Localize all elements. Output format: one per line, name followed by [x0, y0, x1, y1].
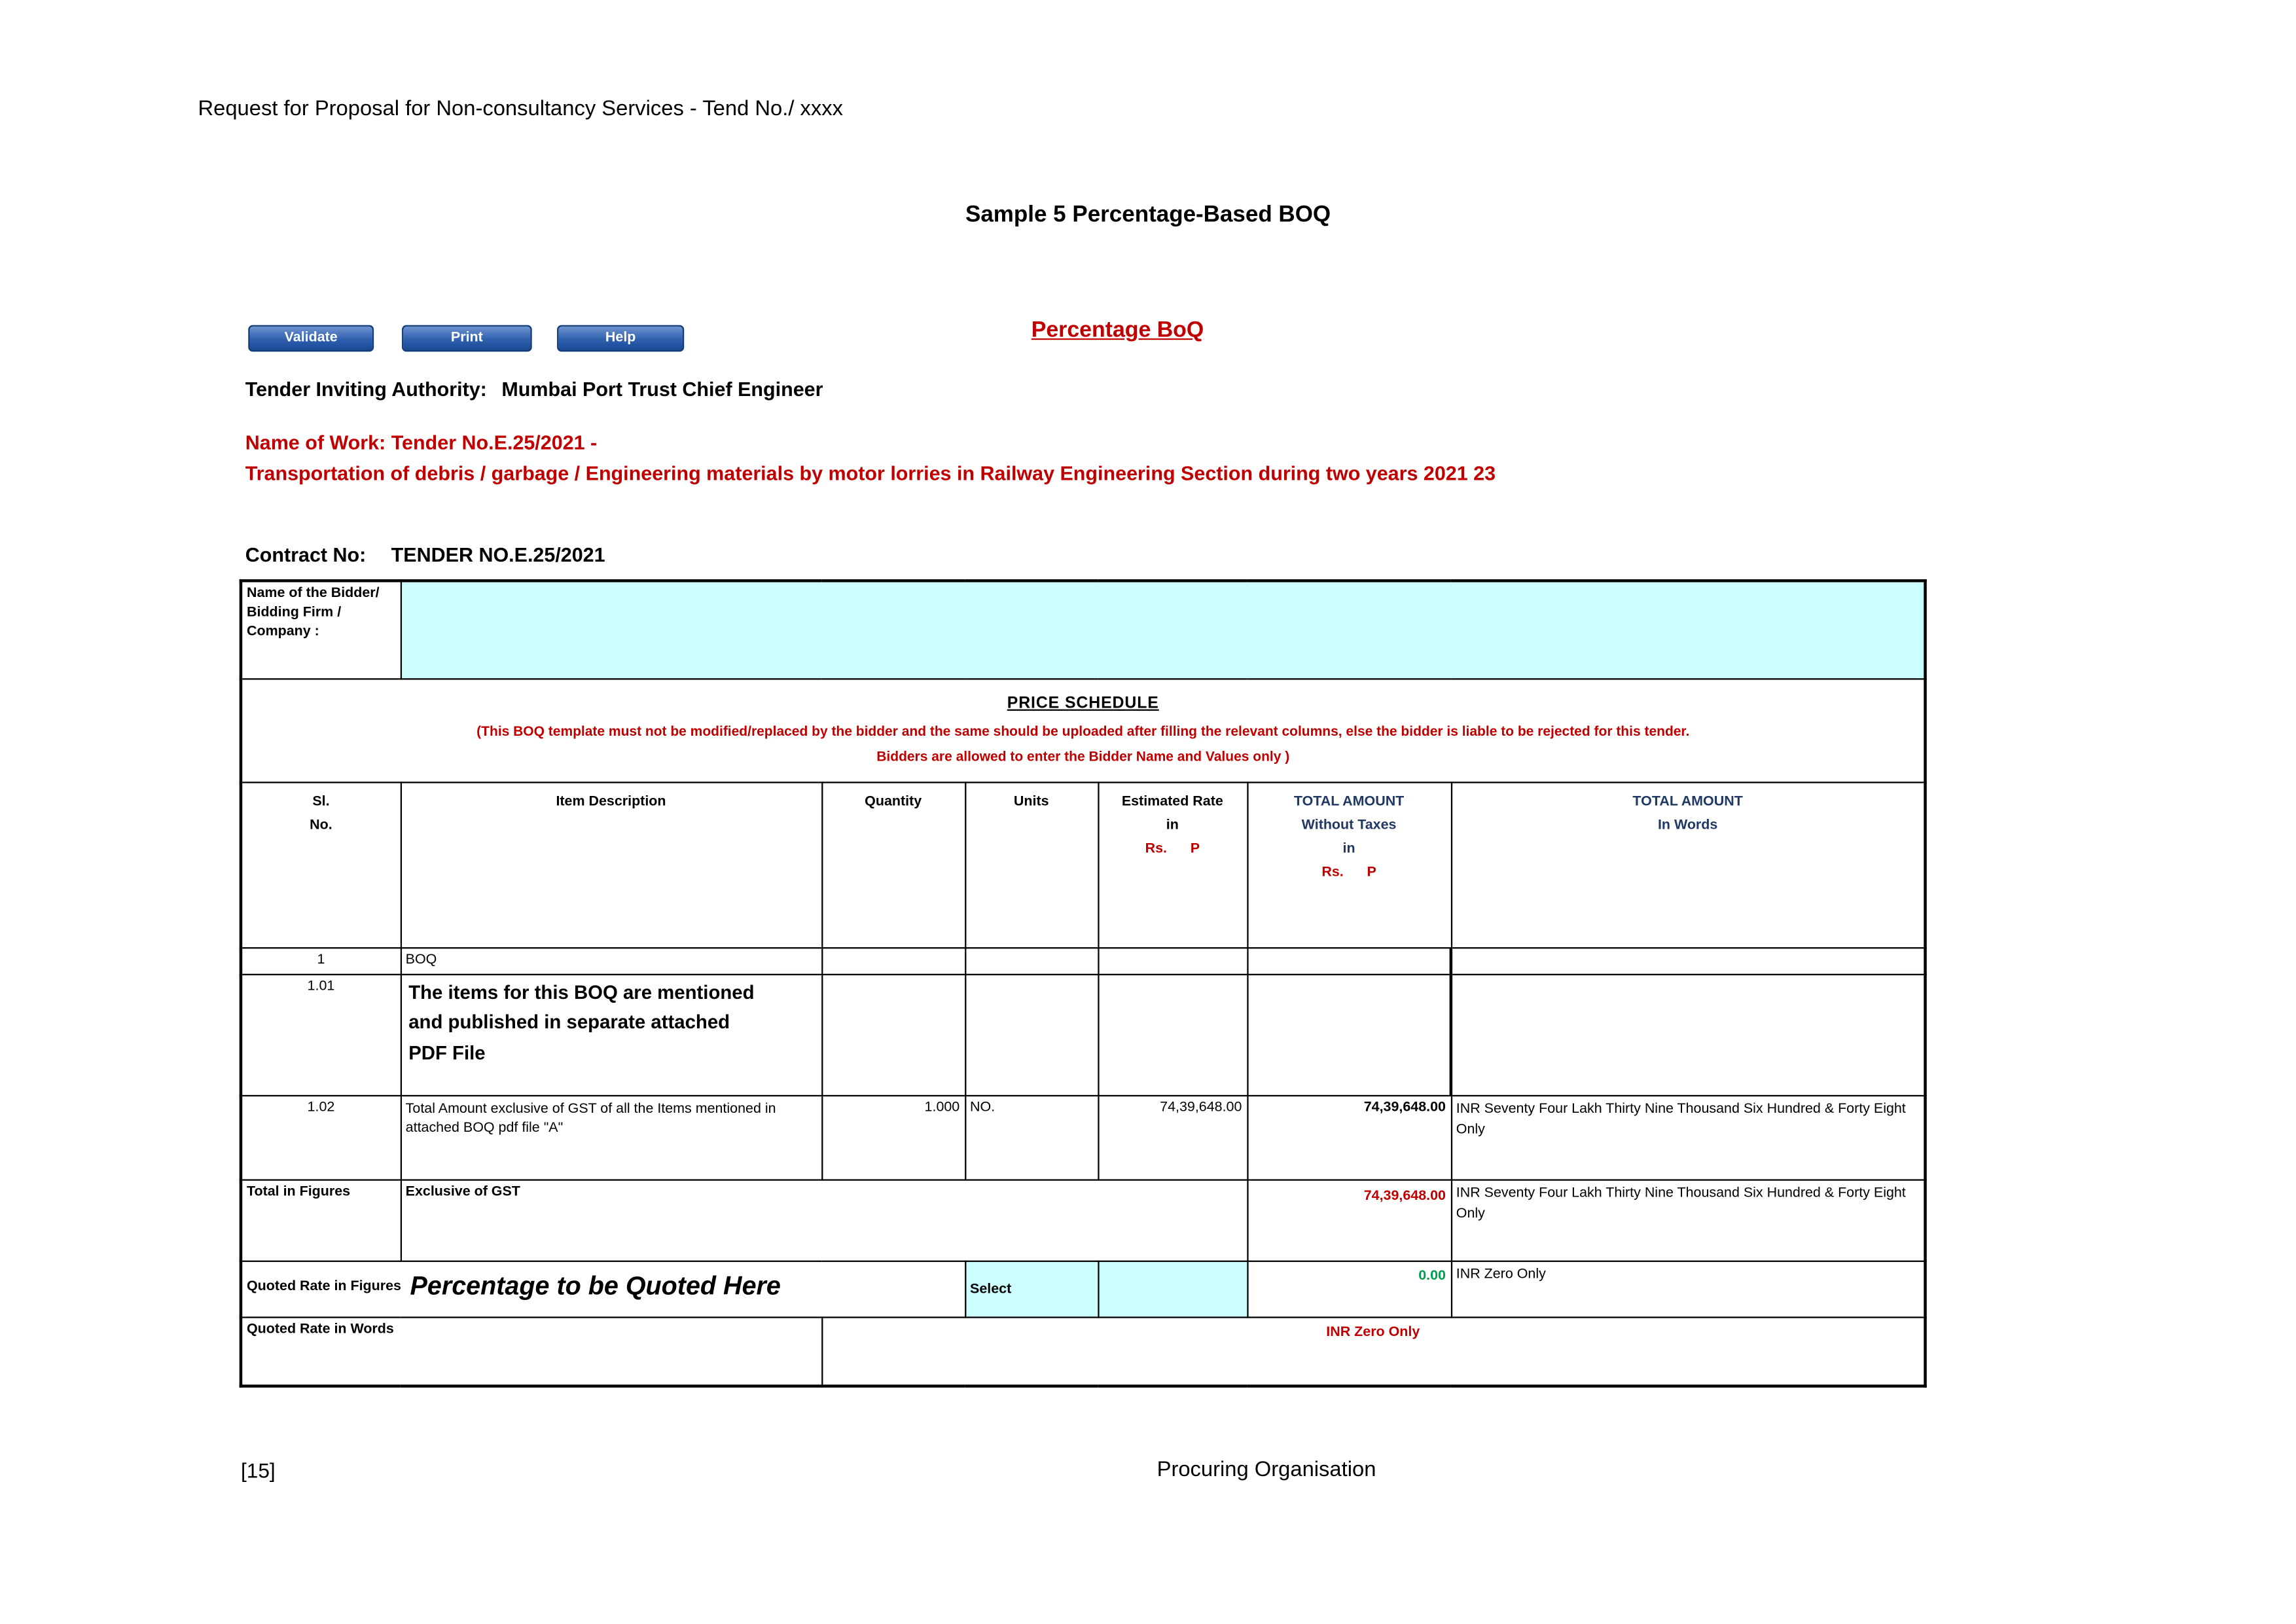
col-header-units: Units	[965, 782, 1098, 947]
col-header-sl-no: Sl. No.	[241, 782, 401, 947]
item-1-02-description: Total Amount exclusive of GST of all the Items mentioned in attached BOQ pdf file "A"	[401, 1095, 821, 1180]
item-row-1-02	[241, 1095, 1926, 1180]
name-of-work	[245, 427, 1496, 489]
name-of-work-line2: Transportation of debris / garbage / Engineering materials by motor lorries in Railway Engineering Section during two years 2021 23	[245, 462, 1496, 485]
bidder-row	[241, 581, 1926, 678]
boq-table	[240, 579, 1927, 1388]
total-amount-words: INR Seventy Four Lakh Thirty Nine Thousand Six Hundred & Forty Eight Only	[1451, 1179, 1926, 1260]
item-row-1-01	[241, 974, 1926, 1095]
col-header-item-description: Item Description	[401, 782, 821, 947]
col-header-quantity: Quantity	[821, 782, 965, 947]
price-schedule-header	[241, 678, 1926, 782]
item-1-02-total-words: INR Seventy Four Lakh Thirty Nine Thousand Six Hundred & Forty Eight Only	[1451, 1095, 1926, 1180]
column-header-row	[241, 782, 1926, 947]
item-1-02-units: NO.	[965, 1095, 1098, 1180]
print-button[interactable]: Print	[402, 325, 532, 352]
item-1-total-amount	[1247, 947, 1451, 974]
contract-no	[245, 544, 605, 566]
tender-inviting-authority	[245, 378, 823, 401]
price-schedule-row	[241, 678, 1926, 782]
tender-authority-value: Mumbai Port Trust Chief Engineer	[501, 378, 823, 401]
quoted-rate-figures-label: Quoted Rate in Figures	[247, 1278, 401, 1295]
quoted-rate-words-label: Quoted Rate in Words	[241, 1316, 821, 1386]
name-of-work-line1: Name of Work: Tender No.E.25/2021 -	[245, 431, 598, 454]
item-1-quantity	[821, 947, 965, 974]
item-1-01-description: The items for this BOQ are mentioned and published in separate attached PDF File	[401, 974, 821, 1095]
bidder-name-input[interactable]	[401, 581, 1926, 678]
item-1-01-sl: 1.01	[241, 974, 401, 1095]
contract-no-value: TENDER NO.E.25/2021	[391, 543, 605, 566]
total-amount-value: 74,39,648.00	[1247, 1179, 1451, 1260]
help-button[interactable]: Help	[557, 325, 684, 352]
price-schedule-note-line2: Bidders are allowed to enter the Bidder Name and Values only )	[876, 748, 1290, 763]
item-1-02-total-amount: 74,39,648.00	[1247, 1095, 1451, 1180]
total-exclusive-gst-label: Exclusive of GST	[401, 1179, 1247, 1260]
price-schedule-note-line1: (This BOQ template must not be modified/replaced by the bidder and the same should be uploaded after filling the relevant columns, else the bidder is liable to be rejected for this tender.	[476, 723, 1690, 738]
contract-no-label: Contract No:	[245, 543, 367, 566]
item-1-02-estimated-rate: 74,39,648.00	[1098, 1095, 1247, 1180]
item-1-sl: 1	[241, 947, 401, 974]
quoted-rate-words-value: INR Zero Only	[821, 1316, 1925, 1386]
item-1-02-sl: 1.02	[241, 1095, 401, 1180]
total-in-figures-row	[241, 1179, 1926, 1260]
sheet-heading: Percentage BoQ	[1031, 317, 1204, 343]
price-schedule-title: PRICE SCHEDULE	[1007, 693, 1159, 712]
bidder-label: Name of the Bidder/ Bidding Firm / Company :	[241, 581, 401, 678]
item-1-units	[965, 947, 1098, 974]
col-header-total-amount: TOTAL AMOUNT Without Taxes in Rs. P	[1247, 782, 1451, 947]
footer-organisation: Procuring Organisation	[1157, 1458, 1376, 1483]
footer-page-number: [15]	[240, 1458, 276, 1483]
item-1-total-words	[1451, 947, 1926, 974]
quoted-rate-words-small: INR Zero Only	[1451, 1261, 1926, 1317]
item-1-01-estimated-rate	[1098, 974, 1247, 1095]
percentage-banner: Percentage to be Quoted Here	[410, 1271, 781, 1301]
quoted-rate-value: 0.00	[1247, 1261, 1451, 1317]
tender-authority-label: Tender Inviting Authority:	[245, 378, 487, 401]
total-in-figures-label: Total in Figures	[241, 1179, 401, 1260]
item-1-01-total-words	[1451, 974, 1926, 1095]
item-1-02-quantity: 1.000	[821, 1095, 965, 1180]
validate-button[interactable]: Validate	[248, 325, 374, 352]
col-header-total-amount-words: TOTAL AMOUNT In Words	[1451, 782, 1926, 947]
item-row-1	[241, 947, 1926, 974]
quoted-rate-words-row	[241, 1316, 1926, 1386]
item-1-01-total-amount	[1247, 974, 1451, 1095]
quoted-rate-figures-cell	[241, 1261, 965, 1317]
doc-header-text: Request for Proposal for Non-consultancy Services - Tend No./ xxxx	[198, 97, 844, 122]
item-1-estimated-rate	[1098, 947, 1247, 974]
item-1-description: BOQ	[401, 947, 821, 974]
page-title: Sample 5 Percentage-Based BOQ	[965, 202, 1331, 228]
item-1-01-quantity	[821, 974, 965, 1095]
col-header-estimated-rate: Estimated Rate in Rs. P	[1098, 782, 1247, 947]
item-1-01-units	[965, 974, 1098, 1095]
percentage-select-dropdown[interactable]: Select	[965, 1261, 1098, 1317]
price-schedule-note	[247, 719, 1919, 769]
quoted-rate-figures-row	[241, 1261, 1926, 1317]
quoted-percentage-input[interactable]	[1098, 1261, 1247, 1317]
